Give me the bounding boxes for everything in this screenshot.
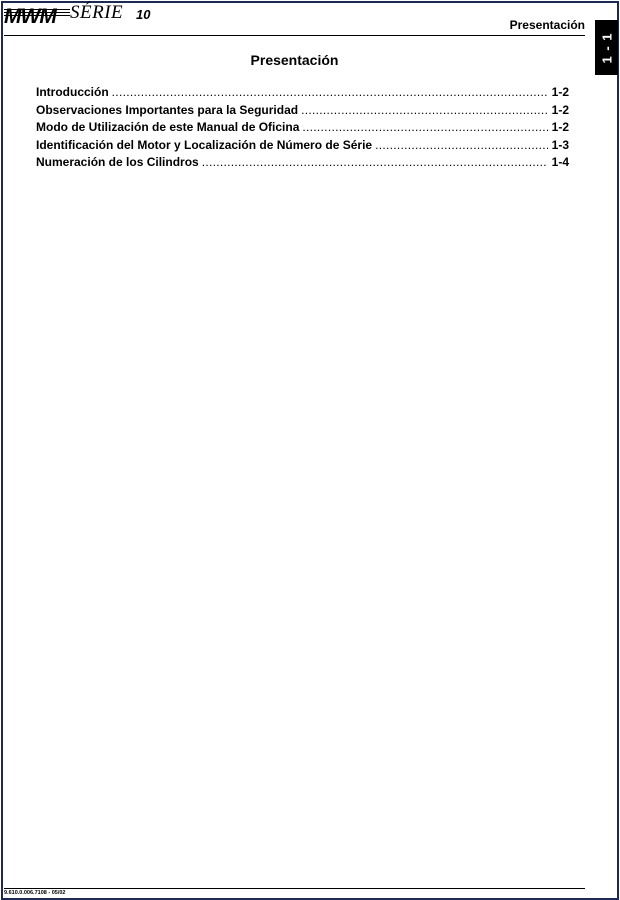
toc-entry-label: Numeración de los Cilindros bbox=[36, 155, 199, 169]
toc-dot-leader bbox=[112, 85, 548, 99]
toc-entry[interactable] bbox=[36, 85, 569, 103]
toc-dot-leader bbox=[202, 155, 548, 169]
toc-entry[interactable] bbox=[36, 120, 569, 138]
toc-entry[interactable] bbox=[36, 103, 569, 121]
toc-entry[interactable] bbox=[36, 138, 569, 156]
toc-dot-leader bbox=[375, 138, 548, 152]
chapter-tab bbox=[595, 20, 618, 75]
footer-document-code: 9.610.0.006.7108 - 05/02 bbox=[4, 890, 66, 896]
chapter-tab-label: 1 - 1 bbox=[599, 31, 614, 64]
header-section-title: Presentación bbox=[509, 18, 585, 32]
toc-dot-leader bbox=[302, 120, 547, 134]
toc-dot-leader bbox=[301, 103, 548, 117]
header-divider bbox=[4, 35, 585, 36]
toc-entry-label: Modo de Utilización de este Manual de Oficina bbox=[36, 120, 300, 134]
toc-entry-page: 1-3 bbox=[551, 137, 569, 152]
toc-entry-page: 1-4 bbox=[551, 155, 569, 169]
toc-entry-label: Observaciones Importantes para la Seguridad bbox=[36, 102, 299, 117]
logo-series-word: SÉRIE bbox=[70, 2, 124, 23]
toc-entry-label: Identificación del Motor y Localización de Número de Série bbox=[36, 137, 373, 152]
toc-entry-label: Introducción bbox=[36, 85, 109, 99]
logo-brand: MWM bbox=[4, 5, 56, 28]
footer-divider bbox=[4, 888, 585, 889]
logo-series-number: 10 bbox=[136, 7, 151, 22]
page-title: Presentación bbox=[250, 52, 339, 68]
toc-entry[interactable] bbox=[36, 155, 569, 173]
mwm-serie-logo bbox=[4, 2, 174, 30]
toc-entry-page: 1-2 bbox=[551, 85, 569, 99]
toc-entry-page: 1-2 bbox=[551, 120, 569, 134]
toc-entry-page: 1-2 bbox=[551, 102, 569, 117]
table-of-contents bbox=[36, 85, 569, 173]
